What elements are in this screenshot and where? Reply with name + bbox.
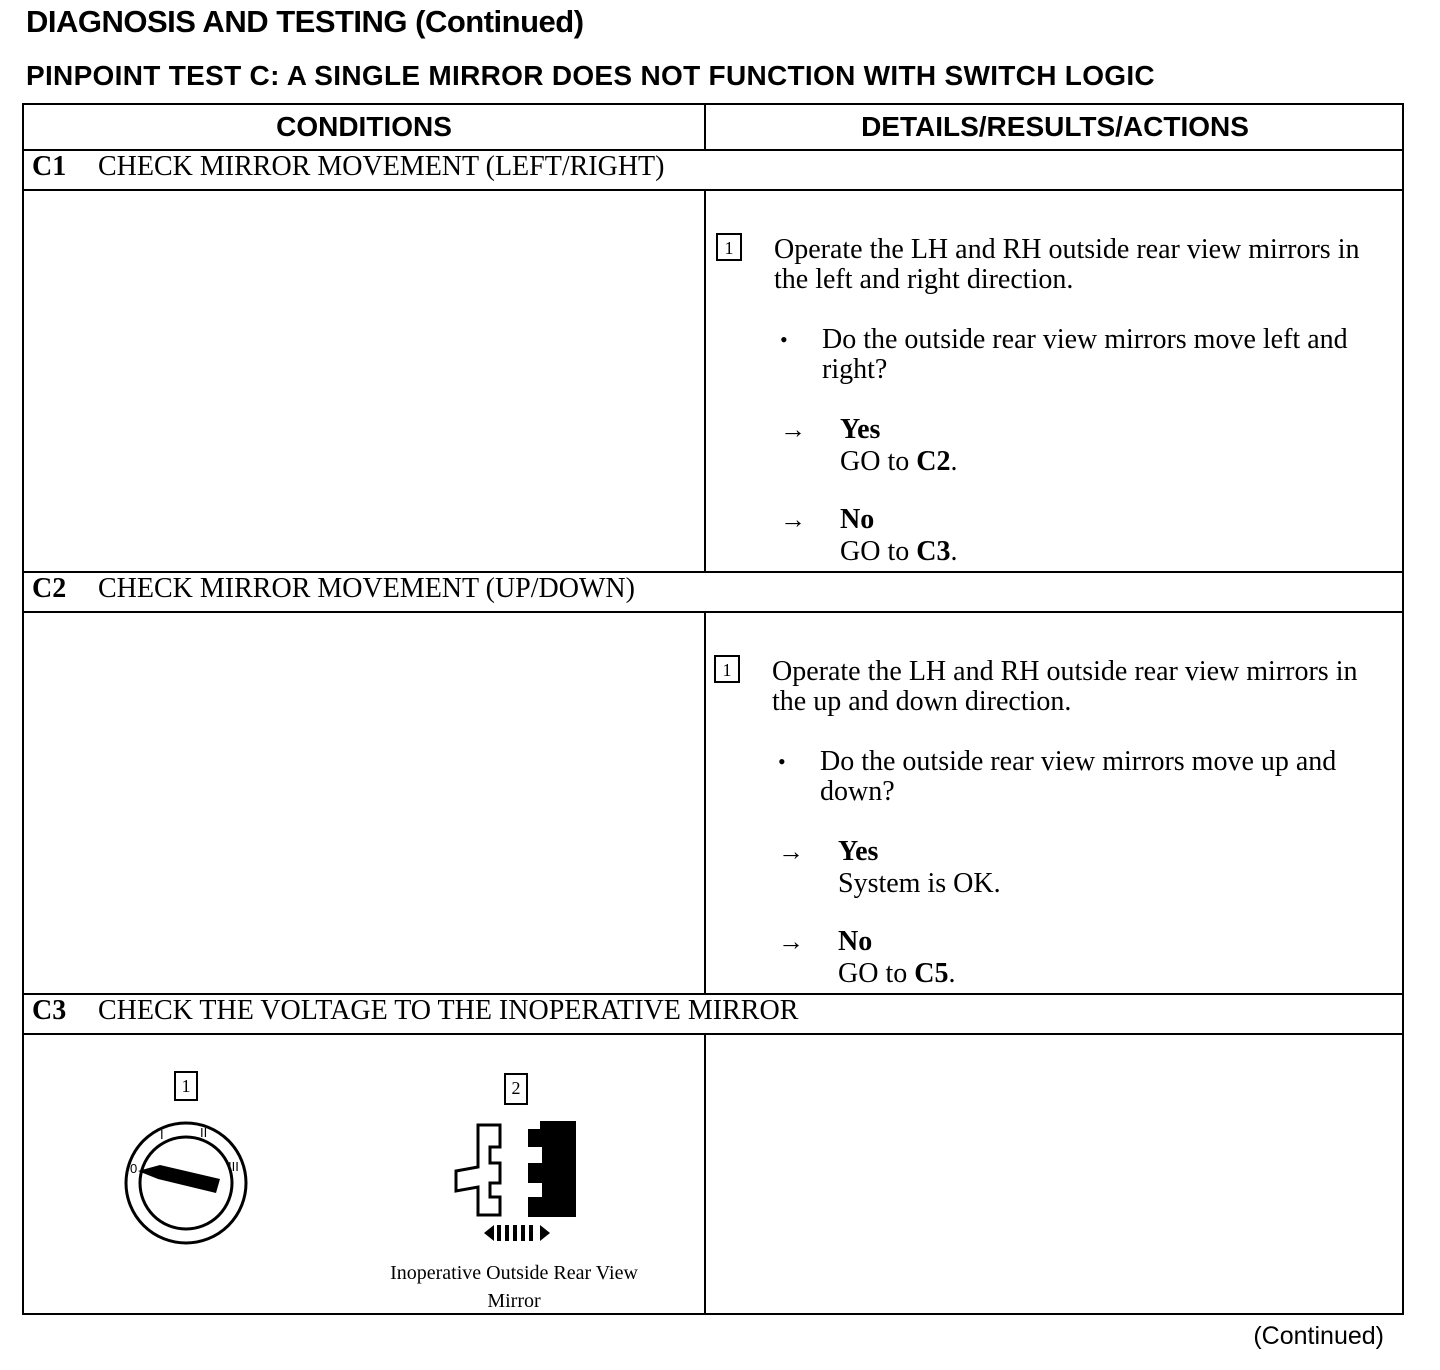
key-pos-3: III — [228, 1159, 239, 1174]
connector-icon — [450, 1117, 590, 1247]
step-c3-header — [32, 995, 1392, 1033]
figure-caption: Inoperative Outside Rear View Mirror — [390, 1262, 638, 1312]
step-c2-id: C2 — [32, 573, 67, 604]
step-c1-title: CHECK MIRROR MOVEMENT (LEFT/RIGHT) — [98, 151, 665, 182]
step-c2-title: CHECK MIRROR MOVEMENT (UP/DOWN) — [98, 573, 635, 604]
step-number-box: 1 — [716, 233, 742, 261]
page-subtitle: PINPOINT TEST C: A SINGLE MIRROR DOES NOT FUNCTION WITH SWITCH LOGIC — [26, 60, 1155, 91]
key-pos-0: 0 — [130, 1161, 138, 1176]
c2-yes-action: System is OK. — [838, 868, 1001, 899]
ignition-key-icon — [116, 1113, 256, 1253]
column-header-details: DETAILS/RESULTS/ACTIONS — [861, 111, 1249, 142]
column-header-conditions: CONDITIONS — [276, 111, 452, 142]
arrow-right-icon: → — [780, 505, 806, 534]
c2-yes-label: Yes — [838, 836, 879, 867]
step-c2-header — [32, 573, 1392, 611]
c1-yes-label: Yes — [840, 414, 881, 445]
column-divider — [704, 105, 706, 1315]
c1-yes-action: GO to C2. — [840, 446, 958, 477]
bullet-icon: • — [780, 327, 788, 352]
bullet-icon: • — [778, 749, 786, 774]
pinpoint-test-table — [22, 103, 1404, 1315]
c1-instruction: Operate the LH and RH outside rear view mirrors in the left and right direction. — [774, 234, 1360, 295]
c1-question: Do the outside rear view mirrors move left and right? — [822, 324, 1348, 385]
figure-number-box: 2 — [504, 1073, 528, 1105]
figure-number-box: 1 — [174, 1071, 198, 1101]
row-divider — [24, 189, 1402, 191]
arrow-right-icon: → — [780, 415, 806, 444]
step-c3-id: C3 — [32, 995, 67, 1026]
arrow-right-icon: → — [778, 927, 804, 956]
c1-no-label: No — [840, 504, 875, 535]
key-pos-2: II — [200, 1125, 208, 1140]
key-pos-1: I — [160, 1127, 164, 1142]
c2-no-action: GO to C5. — [838, 958, 956, 989]
row-divider — [24, 611, 1402, 613]
c2-question: Do the outside rear view mirrors move up and down? — [820, 746, 1337, 807]
step-c1-header — [32, 151, 1392, 189]
c2-no-label: No — [838, 926, 873, 957]
c1-no-action: GO to C3. — [840, 536, 958, 567]
continued-note: (Continued) — [1253, 1322, 1384, 1350]
step-c3-title: CHECK THE VOLTAGE TO THE INOPERATIVE MIRROR — [98, 995, 799, 1026]
step-number-box: 1 — [714, 655, 740, 683]
page-title: DIAGNOSIS AND TESTING (Continued) — [26, 4, 584, 39]
c2-instruction: Operate the LH and RH outside rear view mirrors in the up and down direction. — [772, 656, 1358, 717]
step-c1-id: C1 — [32, 151, 67, 182]
row-divider — [24, 1033, 1402, 1035]
arrow-right-icon: → — [778, 837, 804, 866]
